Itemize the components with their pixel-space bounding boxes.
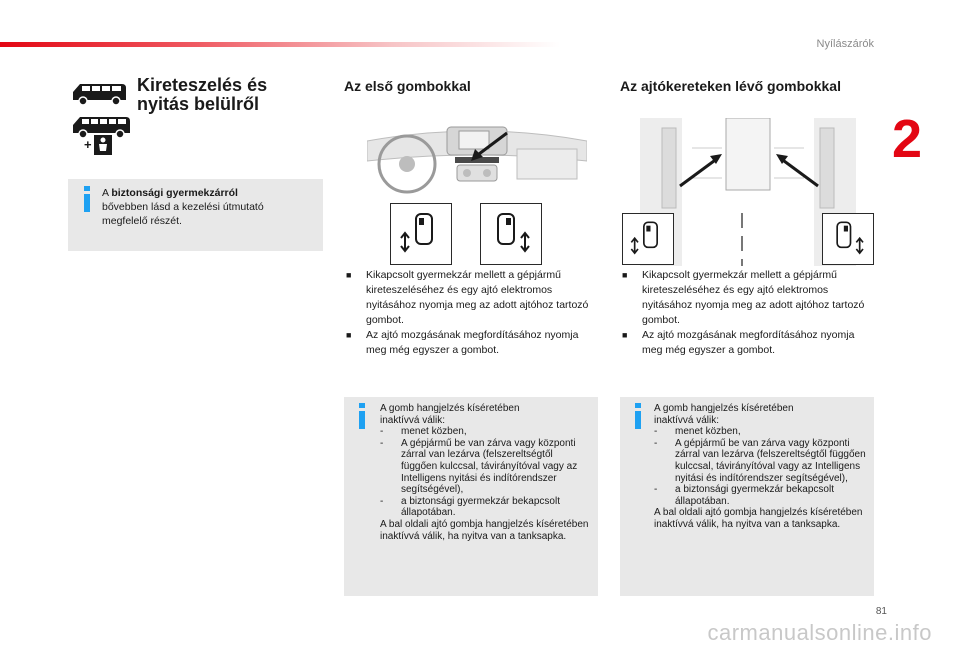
list-item-text: Kikapcsolt gyermekzár mellett a gépjármű kireteszeléséhez és egy ajtó elektromos nyitásához nyomja meg az adott ajtóhoz tartozó gombot. (366, 269, 589, 326)
note-line: inaktívvá válik: (654, 414, 720, 426)
front-buttons-instructions (344, 268, 599, 358)
info-bold: biztonsági gyermekzárról (111, 187, 238, 199)
title-line-1: Kireteszelés és (137, 75, 268, 95)
list-item-text: Az ajtó mozgásának megfordításához nyomja meg még egyszer a gombot. (642, 329, 855, 356)
list-item: - menet közben, (654, 426, 741, 438)
list-item: - menet közben, (380, 426, 467, 438)
header-accent-bar (0, 42, 560, 47)
list-item: - A gépjármű be van zárva vagy központi zárral van lezárva (felszereltségtől függően kulccsal, távirányítóval vagy az Intelligens nyitási és indítórendszer segítségével), (654, 437, 866, 484)
list-item: - a biztonsági gyermekzár bekapcsolt állapotában. (654, 484, 834, 507)
door-frame-buttons-instructions (620, 268, 875, 358)
info-icon (84, 194, 90, 212)
list-item-text: Az ajtó mozgásának megfordításához nyomja meg még egyszer a gombot. (366, 329, 579, 356)
note-line: A gomb hangjelzés kíséretében (380, 403, 520, 414)
front-left-door-button[interactable] (390, 203, 452, 265)
title-line-2: nyitás belülről (137, 94, 260, 114)
front-buttons-heading: Az első gombokkal (344, 78, 471, 94)
front-buttons-note-text (380, 403, 590, 542)
door-frame-note-text (654, 403, 866, 531)
note-item-text: menet közben, (675, 426, 741, 438)
note-item-text: a biztonsági gyermekzár bekapcsolt állapotában. (401, 495, 560, 519)
note-tail: A bal oldali ajtó gombja hangjelzés kíséretében inaktívvá válik, ha nyitva van a tanksapka. (654, 507, 863, 530)
list-item: - A gépjármű be van zárva vagy központi zárral van lezárva (felszereltségtől függően kulccsal, távirányítóval vagy az Intelligens nyitási és indítórendszer segítségével), (380, 437, 578, 496)
note-item-text: A gépjármű be van zárva vagy központi zárral van lezárva (felszereltségtől függően kulccsal, távirányítóval vagy az Intelligens nyitási és indítórendszer segítségével), (401, 437, 578, 496)
child-lock-info-text (102, 186, 312, 228)
list-item: ■ Az ajtó mozgásának megfordításához nyomja meg még egyszer a gombot. (346, 329, 579, 356)
list-item: ■ Kikapcsolt gyermekzár mellett a gépjármű kireteszeléséhez és egy ajtó elektromos nyitásához nyomja meg az adott ajtóhoz tartozó gombot. (622, 269, 865, 326)
front-buttons-note-box (344, 397, 598, 596)
note-item-text: A gépjármű be van zárva vagy központi zárral van lezárva (felszereltségtől függően kulccsal, távirányítóval vagy az Intelligens nyitási és indítórendszer segítségével), (675, 437, 866, 484)
info-icon (359, 411, 365, 429)
list-item-text: Kikapcsolt gyermekzár mellett a gépjármű kireteszeléséhez és egy ajtó elektromos nyitásához nyomja meg az adott ajtóhoz tartozó gombot. (642, 269, 865, 326)
list-item: ■ Az ajtó mozgásának megfordításához nyomja meg még egyszer a gombot. (622, 329, 855, 356)
info-icon (635, 411, 641, 429)
dashboard-illustration (367, 119, 587, 199)
section-title: Nyílászárók (816, 38, 874, 50)
info-prefix: A (102, 187, 112, 199)
list-item: - a biztonsági gyermekzár bekapcsolt állapotában. (380, 495, 560, 519)
right-door-frame-button[interactable] (822, 213, 874, 265)
watermark-link[interactable]: carmanualsonline.info (707, 620, 932, 645)
note-tail: A bal oldali ajtó gombja hangjelzés kíséretében inaktívvá válik, ha nyitva van a tanksapka. (380, 518, 589, 542)
child-lock-info-box (68, 179, 323, 251)
note-item-text: a biztonsági gyermekzár bekapcsolt állapotában. (675, 484, 834, 507)
left-door-frame-button[interactable] (622, 213, 674, 265)
note-line: inaktívvá válik: (380, 414, 446, 426)
front-right-door-button[interactable] (480, 203, 542, 265)
accessibility-option-icon (84, 134, 114, 156)
page-number: 81 (875, 606, 887, 617)
van-icon (70, 80, 128, 106)
info-rest: bővebben lásd a kezelési útmutató megfelelő részét. (102, 201, 264, 227)
chapter-number: 2 (892, 109, 923, 169)
svg-text:+: + (84, 137, 92, 152)
door-frame-note-box (620, 397, 874, 596)
door-frame-buttons-heading: Az ajtókereteken lévő gombokkal (620, 78, 841, 94)
note-line: A gomb hangjelzés kíséretében (654, 403, 794, 414)
list-item: ■ Kikapcsolt gyermekzár mellett a gépjármű kireteszeléséhez és egy ajtó elektromos nyitásához nyomja meg az adott ajtóhoz tartozó gombot. (346, 269, 589, 326)
page-title (137, 76, 267, 114)
note-item-text: menet közben, (401, 426, 467, 438)
